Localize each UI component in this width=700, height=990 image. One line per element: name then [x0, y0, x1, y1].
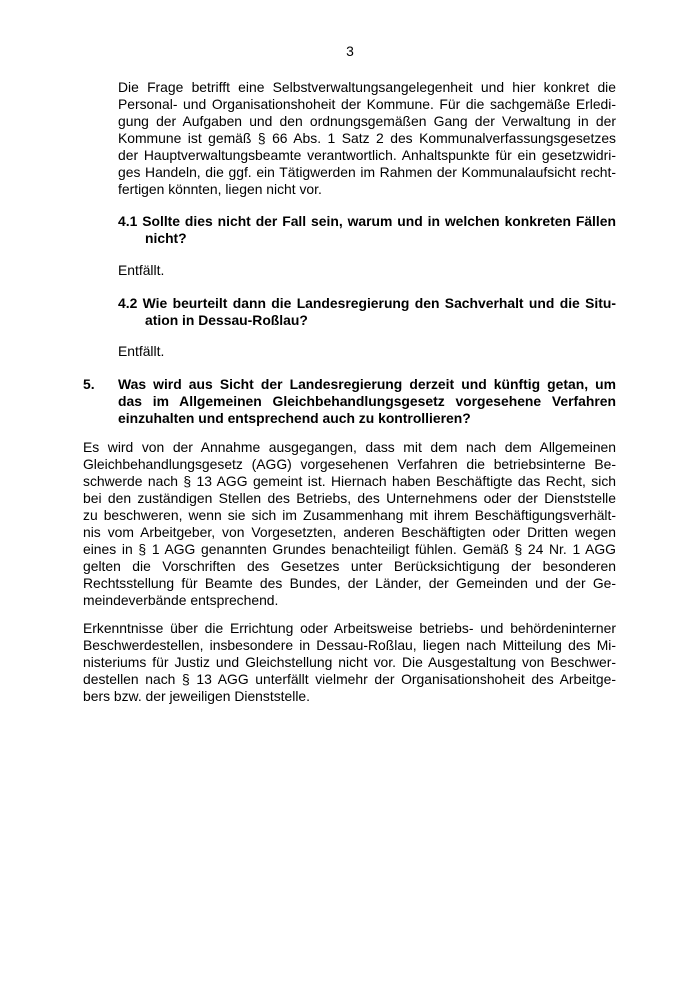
question-line: ation in Dessau-Roßlau? [145, 312, 308, 328]
text-line: Rechtsstellung für Beamte des Bundes, der Länder, der Gemeinden und der Ge- [83, 575, 616, 591]
answer-5-paragraph-2 [83, 620, 616, 705]
text-line: meindeverbände entsprechend. [83, 592, 279, 608]
answer-4-1 [118, 262, 616, 279]
question-4-2 [118, 295, 616, 329]
answer-5-paragraph-1 [83, 439, 616, 609]
text-line: destellen nach § 13 AGG unterfällt vielmehr der Organisationshoheit des Arbeitge- [83, 671, 616, 687]
text-line: Erkenntnisse über die Errichtung oder Arbeitsweise betriebs- und behördeninterner [83, 620, 616, 636]
text-line: bers bzw. der jeweiligen Dienststelle. [83, 688, 310, 704]
text-line: Personal- und Organisationshoheit der Kommune. Für die sachgemäße Erledi- [118, 96, 616, 112]
text-line: Kommune ist gemäß § 66 Abs. 1 Satz 2 des Kommunalverfassungsgesetzes [118, 130, 616, 146]
page-number: 3 [346, 43, 354, 59]
text-line: Es wird von der Annahme ausgegangen, dass mit dem nach dem Allgemeinen [83, 439, 616, 455]
intro-paragraph [118, 79, 616, 198]
text-line: nisteriums für Justiz und Gleichstellung nicht vor. Die Ausgestaltung von Beschwer- [83, 654, 616, 670]
text-line: Gleichbehandlungsgesetz (AGG) vorgesehenen Verfahren die betriebsinterne Be- [83, 456, 616, 472]
text-line: schwerde nach § 13 AGG gemeint ist. Hiernach haben Beschäftigte das Recht, sich [83, 473, 616, 489]
text-line: gung der Aufgaben und den ordnungsgemäßen Gang der Verwaltung in der [118, 113, 616, 129]
text-line: bei den zuständigen Stellen des Betriebs, des Unternehmens oder der Dienststelle [83, 490, 616, 506]
text-line: ges Handeln, die ggf. ein Tätigwerden im Rahmen der Kommunalaufsicht recht- [118, 164, 616, 180]
text-line: Beschwerdestellen, insbesondere in Dessau-Roßlau, liegen nach Mitteilung des Mi- [83, 637, 616, 653]
text-line: fertigen könnten, liegen nicht vor. [118, 181, 322, 197]
text-line: zu beschweren, wenn sie sich im Zusammenhang mit ihrem Beschäftigungsverhält- [83, 507, 616, 523]
question-line: nicht? [145, 230, 187, 246]
text-line: gelten die Vorschriften des Gesetzes unter Berücksichtigung der besonderen [83, 558, 616, 574]
answer-text: Entfällt. [118, 343, 165, 359]
text-line: nis vom Arbeitgeber, von Vorgesetzten, anderen Beschäftigten oder Dritten wegen [83, 524, 616, 540]
text-line: eines in § 1 AGG genannten Grundes benachteiligt fühlen. Gemäß § 24 Nr. 1 AGG [83, 541, 616, 557]
question-line: das im Allgemeinen Gleichbehandlungsgesetz vorgesehene Verfahren [118, 393, 616, 409]
text-line: Die Frage betrifft eine Selbstverwaltungsangelegenheit und hier konkret die [118, 79, 616, 95]
question-line: 4.1 Sollte dies nicht der Fall sein, warum und in welchen konkreten Fällen [118, 213, 616, 229]
question-line: einzuhalten und entsprechend auch zu kontrollieren? [118, 410, 471, 426]
answer-4-2 [118, 343, 616, 360]
question-5-number: 5. [83, 376, 95, 392]
answer-text: Entfällt. [118, 262, 165, 278]
question-4-1 [118, 213, 616, 247]
question-5 [118, 376, 616, 427]
question-line: 4.2 Wie beurteilt dann die Landesregierung den Sachverhalt und die Situ- [118, 295, 616, 311]
text-line: der Hauptverwaltungsbeamte verantwortlich. Anhaltspunkte für ein gesetzwidri- [118, 147, 616, 163]
question-line: Was wird aus Sicht der Landesregierung derzeit und künftig getan, um [118, 376, 616, 392]
